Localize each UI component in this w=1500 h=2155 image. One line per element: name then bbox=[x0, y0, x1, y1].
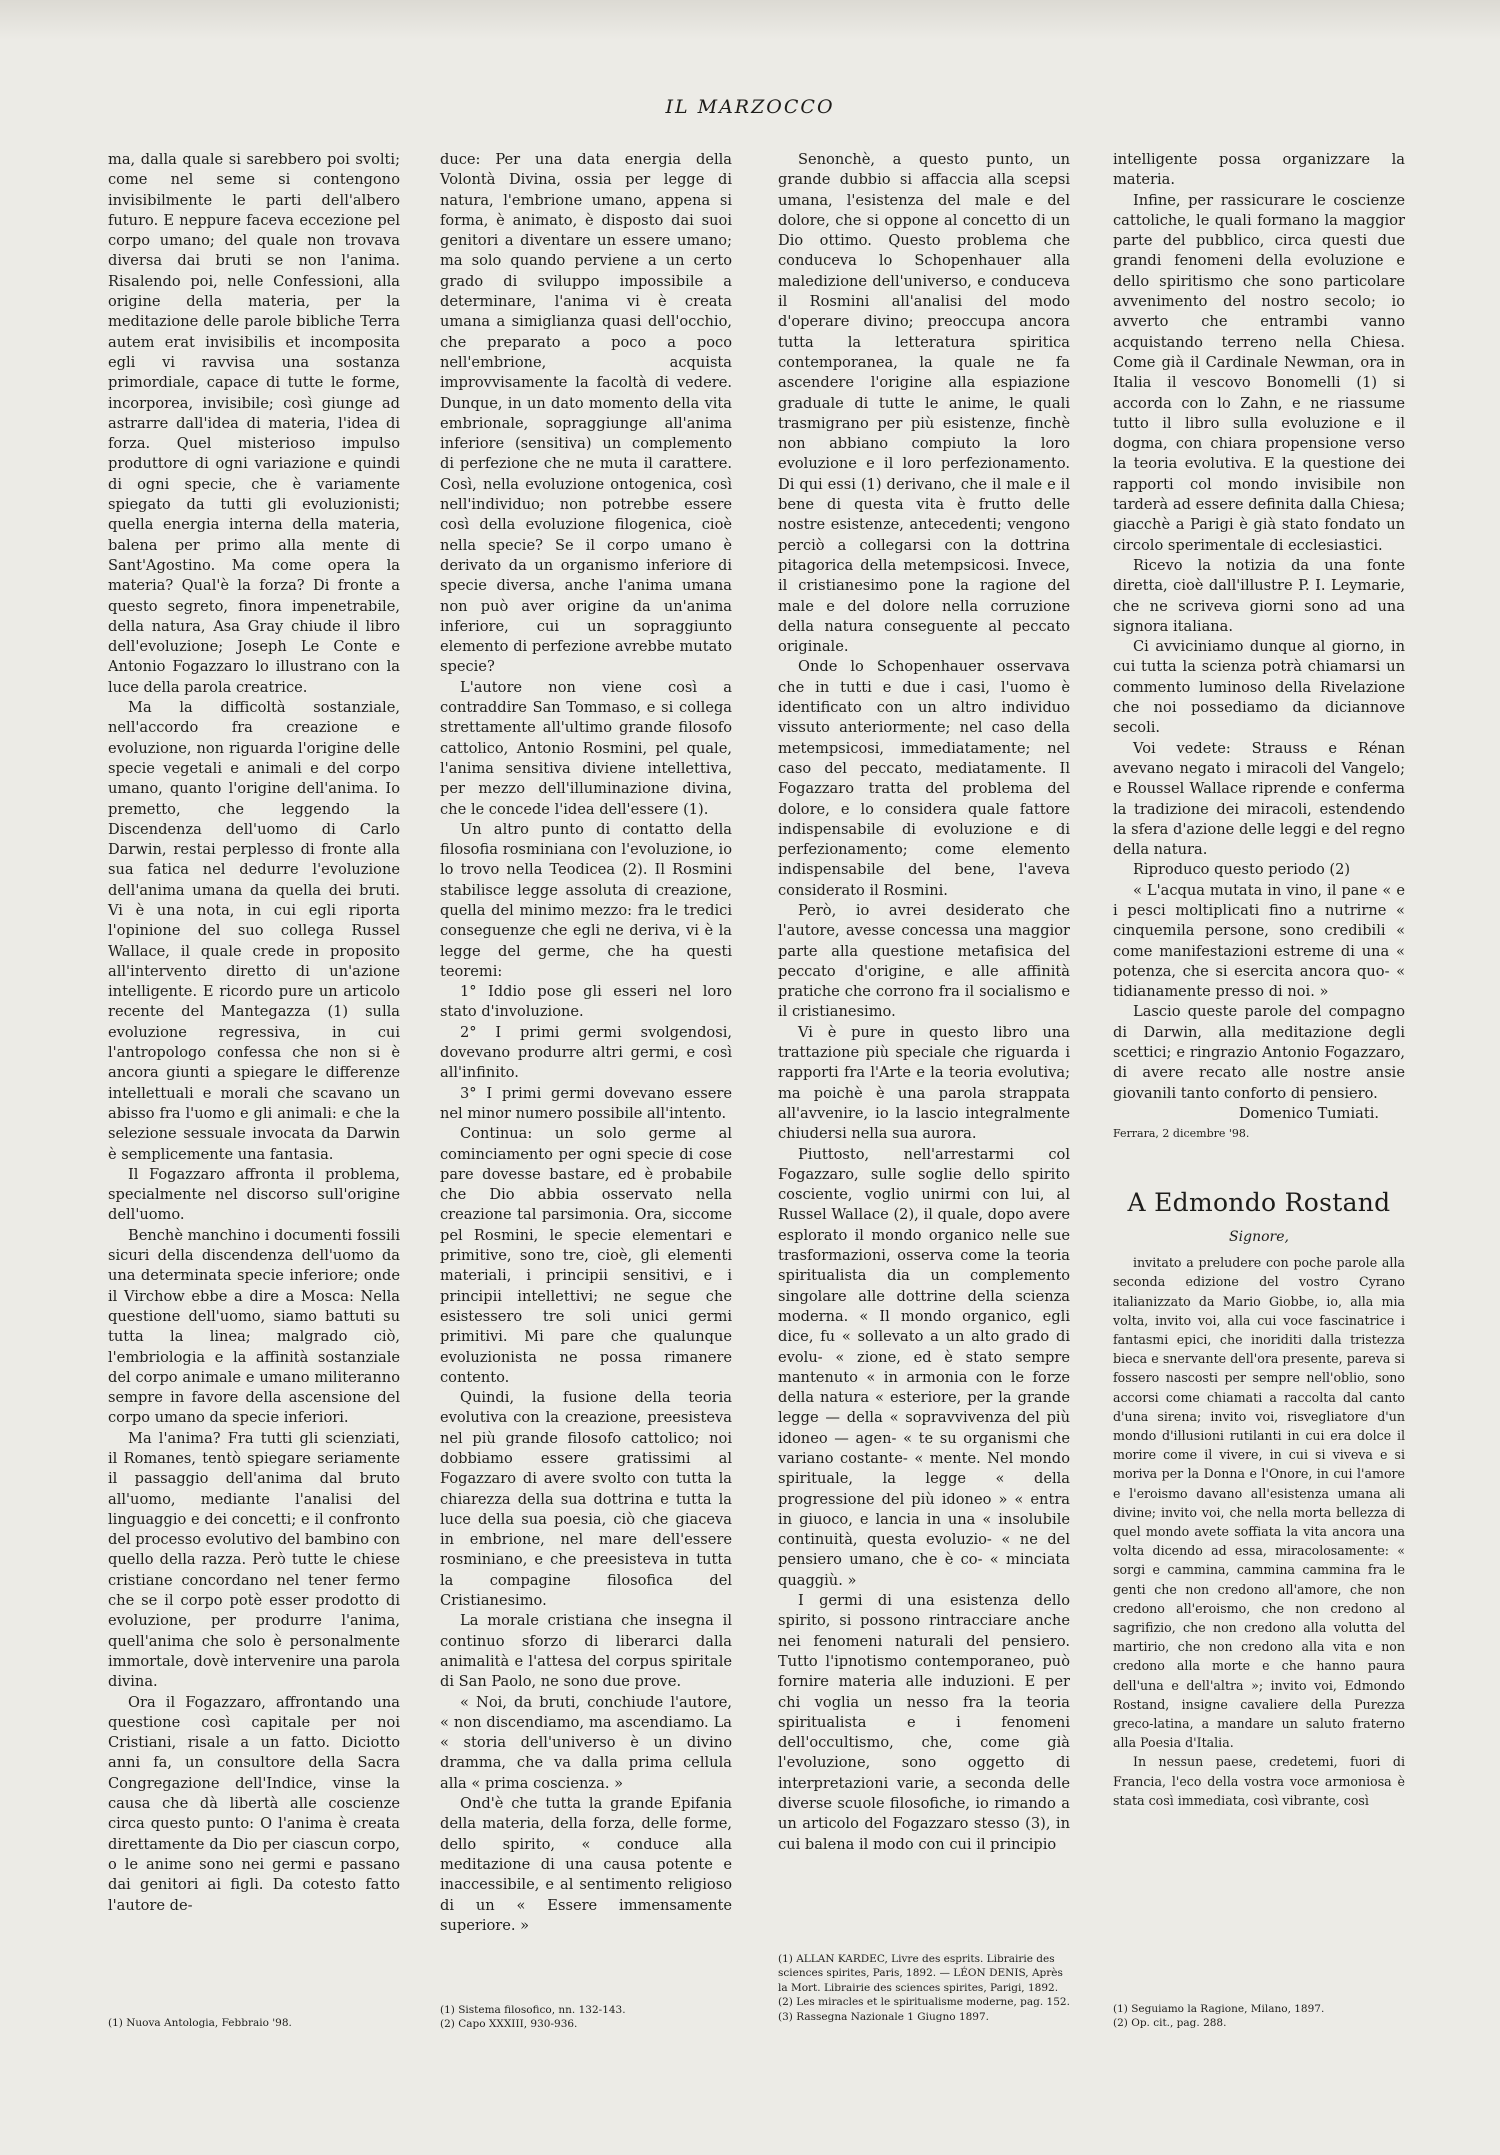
paragraph: Infine, per rassicurare le coscienze cattoliche, le quali formano la maggior parte del pubblico, circa questi due grandi fenomeni della evoluzione e dello spiritismo che sono particolare avvenimento del nostro secolo; io avverto che entrambi vanno acquistando terreno nella Chiesa. Come già il Cardinale Newman, ora in Italia il vescovo Bonomelli (1) si accorda con lo Zahn, e ne riassume tutto il libro sulla evoluzione e il dogma, con chiara propensione verso la teoria evolutiva. E la questione dei rapporti col mondo invisibile non tarderà ad essere definita dalla Chiesa; giacchè a Parigi è già stato fondato un circolo sperimentale di ecclesiastici. bbox=[1113, 191, 1405, 554]
column-1 bbox=[108, 150, 400, 1916]
paragraph: I germi di una esistenza dello spirito, si possono rintracciare anche nei fenomeni naturali del pensiero. Tutto l'ipnotismo contemporaneo, può fornire materia alle induzioni. E per chi voglia un nesso fra la teoria spiritualista e i fenomeni dell'occultismo, che, come già l'evoluzione, sono oggetto di interpretazioni varie, a seconda delle diverse scuole filosofiche, io rimando a un articolo del Fogazzaro stesso (3), in cui balena il modo con cui il principio bbox=[778, 1592, 1070, 1853]
footnote: (1) Sistema filosofico, nn. 132-143. bbox=[440, 2004, 626, 2016]
footnotes-column-4 bbox=[1113, 2002, 1405, 2031]
paragraph: Voi vedete: Strauss e Rénan avevano negato i miracoli del Vangelo; e Roussel Wallace riprende e conferma la tradizione dei miracoli, estendendo la sfera d'azione delle leggi e del regno della natura. bbox=[1113, 739, 1405, 859]
footnote: (2) Les miracles et le spiritualisme moderne, pag. 152. bbox=[778, 1996, 1070, 2009]
paragraph: Il Fogazzaro affronta il problema, specialmente nel discorso sull'origine dell'uomo. bbox=[108, 1165, 400, 1224]
paragraph: Però, io avrei desiderato che l'autore, avesse concessa una maggior parte alla questione metafisica del peccato d'origine, e alle affinità pratiche che corrono fra il socialismo e il cristianesimo. bbox=[778, 901, 1070, 1021]
footnote: (2) Op. cit., pag. 288. bbox=[1113, 2017, 1227, 2030]
paragraph: Benchè manchino i documenti fossili sicuri della discendenza dell'uomo da una determinata specie inferiore; onde il Virchow ebbe a dire a Mosca: Nella questione dell'uomo, siamo battuti su tutta la linea; malgrado ciò, l'embriologia e la affinità sostanziale del corpo animale e umano militeranno sempre in favore della ascensione del corpo umano da specie inferiori. bbox=[108, 1226, 400, 1427]
footnote: (2) Capo XXXIII, 930-936. bbox=[440, 2018, 578, 2031]
paragraph: duce: Per una data energia della Volontà Divina, ossia per legge di natura, l'embrione umano, appena si forma, è animato, è disposto dai suoi genitori a diventare un essere umano; ma solo quando perviene a un certo grado di sviluppo impossibile a determinare, l'anima vi è creata umana a simiglianza quasi dell'occhio, che preparato a poco a poco nell'embrione, acquista improvvisamente la facoltà di vedere. Dunque, in un dato momento della vita embrionale, sopraggiunge all'anima inferiore (sensitiva) un complemento di perfezione che ne muta il carattere. Così, nella evoluzione ontogenica, così nell'individuo; non potrebbe essere così della evoluzione filogenica, cioè nella specie? Se il corpo umano è derivato da un organismo inferiore di specie diversa, anche l'anima umana non può aver origine da un'anima inferiore, cui un sopraggiunto elemento di perfezione avrebbe mutato specie? bbox=[440, 151, 732, 676]
paragraph: « L'acqua mutata in vino, il pane « e i pesci moltiplicati fino a nutrirne « cinquemila persone, sono credibili « come manifestazioni estreme di una « potenza, che si esercita ancora quo- « tidianamente presso di noi. » bbox=[1113, 881, 1405, 1001]
column-4 bbox=[1113, 150, 1405, 1810]
footnote: (3) Rassegna Nazionale 1 Giugno 1897. bbox=[778, 2010, 990, 2023]
footnote: (1) Nuova Antologia, Febbraio '98. bbox=[108, 2017, 292, 2029]
paragraph: Piuttosto, nell'arrestarmi col Fogazzaro, sulle soglie dello spirito cosciente, voglio unirmi con lui, al Russel Wallace (2), il quale, dopo avere esplorato il mondo organico nelle sue trasformazioni, osserva come la teoria spiritualista dia un complemento singolare alle dottrine della scienza moderna. « Il mondo organico, egli dice, fu « sollevato a un alto grado di evolu- « zione, ed è stato sempre mantenuto « in armonia con le forze della natura « esteriore, per la grande legge — della « sopravvivenza del più idoneo — agen- « te su organismi che variano costante- « mente. Nel mondo spirituale, la legge « della progressione del più idoneo » « entra in giuoco, e lancia in una « insolubile continuità, questa evoluzio- « ne del pensiero umano, che è co- « minciata quaggiù. » bbox=[778, 1145, 1070, 1589]
paragraph: « Noi, da bruti, conchiude l'autore, « non discendiamo, ma ascendiamo. La « storia dell'universo è un divino dramma, che va dalla prima cellula alla « prima coscienza. » bbox=[440, 1693, 732, 1792]
page-edge-shadow bbox=[0, 0, 1500, 40]
paragraph: 2° I primi germi svolgendosi, dovevano produrre altri germi, e così all'infinito. bbox=[440, 1023, 732, 1082]
footnote: (1) Seguiamo la Ragione, Milano, 1897. bbox=[1113, 2003, 1325, 2015]
article-title: A Edmondo Rostand bbox=[1127, 1187, 1391, 1217]
footnotes-column-3 bbox=[778, 1952, 1070, 2024]
paragraph: ma, dalla quale si sarebbero poi svolti; come nel seme si contengono invisibilmente le parti dell'albero futuro. E neppure faceva eccezione pel corpo umano; del quale non trovava diversa dai bruti se non l'anima. Risalendo poi, nelle Confessioni, alla origine della materia, per la meditazione delle parole bibliche Terra autem erat invisibilis et incomposita egli vi ravvisa una sostanza primordiale, capace di tutte le forme, incorporea, invisibile; così giunge ad astrarre dall'idea di materia, l'idea di forza. Quel misterioso impulso produttore di ogni variazione e quindi di ogni specie, che è variamente spiegato da tutti gli evoluzionisti; quella energia interna della materia, balena per primo alla mente di Sant'Agostino. Ma come opera la materia? Qual'è la forza? Di fronte a questo segreto, finora impenetrabile, della natura, Asa Gray chiude il libro dell'evoluzione; Joseph Le Conte e Antonio Fogazzaro lo illustrano con la luce della parola creatrice. bbox=[108, 151, 400, 696]
paragraph: Ci avviciniamo dunque al giorno, in cui tutta la scienza potrà chiamarsi un commento luminoso della Rivelazione che noi possediamo da diciannove secoli. bbox=[1113, 638, 1405, 737]
paragraph: Vi è pure in questo libro una trattazione più speciale che riguarda i rapporti fra l'Arte e la teoria evolutiva; ma poichè è una parola strappata all'avvenire, io la lascio integralmente chiudersi nella sua aurora. bbox=[778, 1023, 1070, 1143]
paragraph: Lascio queste parole del compagno di Darwin, alla meditazione degli scettici; e ringrazio Antonio Fogazzaro, di avere recato alle nostre ansie giovanili tanto conforto di pensiero. bbox=[1113, 1003, 1405, 1102]
paragraph: Quindi, la fusione della teoria evolutiva con la creazione, preesisteva nel più grande filosofo cattolico; noi dobbiamo essere gratissimi al Fogazzaro di avere svolto con tutta la chiarezza della sua dottrina e tutta la luce della sua poesia, ciò che giaceva in embrione, nel mare dell'essere rosminiano, e che preesisteva in tutta la compagine filosofica del Cristianesimo. bbox=[440, 1389, 732, 1610]
paragraph: Ricevo la notizia da una fonte diretta, cioè dall'illustre P. I. Leymarie, che ne scriveva giorni sono ad una signora italiana. bbox=[1113, 556, 1405, 635]
paragraph: Ond'è che tutta la grande Epifania della materia, della forza, delle forme, dello spirito, « conduce alla meditazione di una causa potente e inaccessibile, e al sentimento religioso di un « Essere immensamente superiore. » bbox=[440, 1795, 732, 1934]
rostand-article-body bbox=[1113, 1253, 1405, 1810]
footnotes-column-2 bbox=[440, 2003, 732, 2032]
footnotes-column-1 bbox=[108, 2016, 400, 2030]
dateline: Ferrara, 2 dicembre '98. bbox=[1113, 1127, 1250, 1141]
footnote: (1) ALLAN KARDEC, Livre des esprits. Librairie des sciences spirites, Paris, 1892. — LÉON DENIS, Après la Mort. Librairie des sciences spirites, Parigi, 1892. bbox=[778, 1953, 1063, 1994]
author-signature: Domenico Tumiati. bbox=[1238, 1104, 1379, 1122]
paragraph: In nessun paese, credetemi, fuori di Francia, l'eco della vostra voce armoniosa è stata così immediata, così vibrante, così bbox=[1113, 1754, 1405, 1808]
paragraph: Ma l'anima? Fra tutti gli scienziati, il Romanes, tentò spiegare seriamente il passaggio dell'anima dal bruto all'uomo, mediante l'analisi del linguaggio e dei concetti; e il confronto del processo evolutivo del bambino con quello della razza. Però tutte le chiese cristiane concordano nel tener fermo che se il corpo potè esser prodotto di evoluzione, per produrre l'anima, quell'anima che solo è personalmente immortale, dovè intervenire una parola divina. bbox=[108, 1429, 400, 1691]
paragraph: Riproduco questo periodo (2) bbox=[1133, 861, 1351, 879]
paragraph: 3° I primi germi dovevano essere nel minor numero possibile all'intento. bbox=[440, 1084, 732, 1122]
paragraph: La morale cristiana che insegna il continuo sforzo di liberarci dalla animalità e l'attesa del corpus spiritale di San Paolo, ne sono due prove. bbox=[440, 1612, 732, 1691]
paragraph: L'autore non viene così a contraddire San Tommaso, e si collega strettamente all'ultimo grande filosofo cattolico, Antonio Rosmini, pel quale, l'anima sensitiva diviene intellettiva, per mezzo dell'illuminazione divina, che le concede l'idea dell'essere (1). bbox=[440, 678, 732, 818]
salutation: Signore, bbox=[1229, 1228, 1289, 1245]
paragraph: intelligente possa organizzare la materia. bbox=[1113, 151, 1405, 189]
paragraph: Continua: un solo germe al cominciamento per ogni specie di cose pare dovesse bastare, ed è probabile che Dio abbia osservato nella creazione tal parsimonia. Ora, siccome pel Rosmini, le specie elementari e primitive, sono tre, cioè, gli elementi materiali, i principii sensitivi, e i principii intellettivi; ne segue che esistessero tre soli unici germi primitivi. Mi pare che qualunque evoluzionista ne possa rimanere contento. bbox=[440, 1125, 732, 1386]
column-3 bbox=[778, 150, 1070, 1855]
paragraph: Senonchè, a questo punto, un grande dubbio si affaccia alla scepsi umana, l'esistenza del male e del dolore, che si oppone al concetto di un Dio ottimo. Questo problema che conduceva lo Schopenhauer alla maledizione dell'universo, e conduceva il Rosmini all'analisi del modo d'operare divino; preoccupa ancora tutta la letteratura spiritica contemporanea, la quale ne fa ascendere l'origine alla espiazione graduale di tutte le anime, le quali trasmigrano per più esistenze, finchè non abbiano compiuto la loro evoluzione e il loro perfezionamento. Di qui essi (1) derivano, che il male e il bene di questa vita è frutto delle nostre esistenze, antecedenti; vengono perciò a collegarsi con la dottrina pitagorica della metempsicosi. Invece, il cristianesimo pone la ragione del male e del dolore nella corruzione della natura conseguente al peccato originale. bbox=[778, 151, 1070, 656]
paragraph: Ma la difficoltà sostanziale, nell'accordo fra creazione e evoluzione, non riguarda l'origine delle specie vegetali e animali e del corpo umano, quanto l'origine dell'anima. Io premetto, che leggendo la Discendenza dell'uomo di Carlo Darwin, restai perplesso di fronte alla sua fatica nel dedurre l'evoluzione dell'anima umana da quella dei bruti. Vi è una nota, in cui egli riporta l'opinione del suo collega Russel Wallace, il quale crede in proposito all'intervento diretto di un'azione intelligente. E ricordo pure un articolo recente del Mantegazza (1) sulla evoluzione regressiva, in cui l'antropologo confessa che non si è ancora giunti a spiegare le differenze intellettuali e morali che scavano un abisso fra l'uomo e gli animali: e che la selezione sessuale invocata da Darwin è semplicemente una fantasia. bbox=[108, 699, 400, 1163]
paragraph: Onde lo Schopenhauer osservava che in tutti e due i casi, l'uomo è identificato con un altro individuo vissuto anteriormente; nel caso della metempsicosi, immediatamente; nel caso del peccato, mediatamente. Il Fogazzaro tratta del problema del dolore, e lo considera quale fattore indispensabile di evoluzione e di perfezionamento; come elemento indispensabile del bene, l'aveva considerato il Rosmini. bbox=[778, 658, 1070, 899]
column-2 bbox=[440, 150, 732, 1936]
paragraph: invitato a preludere con poche parole alla seconda edizione del vostro Cyrano italianizzato da Mario Giobbe, io, alla mia volta, invito voi, alla cui voce fascinatrice i fantasmi epici, che inoriditi dalla tristezza bieca e snervante dell'ora presente, pareva si fossero nascosti per sempre nell'oblio, sono accorsi come chiamati a raccolta dal canto d'una sirena; invito voi, risvegliatore d'un mondo d'illusioni rutilanti in cui era dolce il morire come il vivere, in cui si viveva e si moriva per la Donna e l'Onore, in cui l'amore e l'eroismo davano all'esistenza umana ali divine; invito voi, che nella morta bellezza di quel mondo avete soffiata la vita ancora una volta dicendo ad essa, miracolosamente: « sorgi e cammina, cammina cammina fra le genti che non credono all'amore, che non credono all'eroismo, che non credono al sagrifizio, che non credono alla volutta del martirio, che non credono alla vita e non credono alla morte e che hanno paura dell'una e dell'altra »; invito voi, Edmondo Rostand, insigne cavaliere della Purezza greco-latina, a mandare un saluto fraterno alla Poesia d'Italia. bbox=[1113, 1255, 1405, 1751]
paragraph: Un altro punto di contatto della filosofia rosminiana con l'evoluzione, io lo trovo nella Teodicea (2). Il Rosmini stabilisce legge assoluta di creazione, quella del minimo mezzo: fra le tredici conseguenze che egli ne deriva, vi è la legge del germe, che ha questi teoremi: bbox=[440, 820, 732, 980]
paragraph: Ora il Fogazzaro, affrontando una questione così capitale per noi Cristiani, risale a un fatto. Diciotto anni fa, un consultore della Sacra Congregazione dell'Indice, vinse la causa che dà libertà alle coscienze circa questo punto: O l'anima è creata direttamente da Dio per ciascun corpo, o le anime sono nei germi e passano dai genitori ai figli. Da cotesto fatto l'autore de- bbox=[108, 1693, 400, 1914]
paragraph: 1° Iddio pose gli esseri nel loro stato d'involuzione. bbox=[440, 983, 732, 1021]
masthead: IL MARZOCCO bbox=[665, 96, 835, 118]
